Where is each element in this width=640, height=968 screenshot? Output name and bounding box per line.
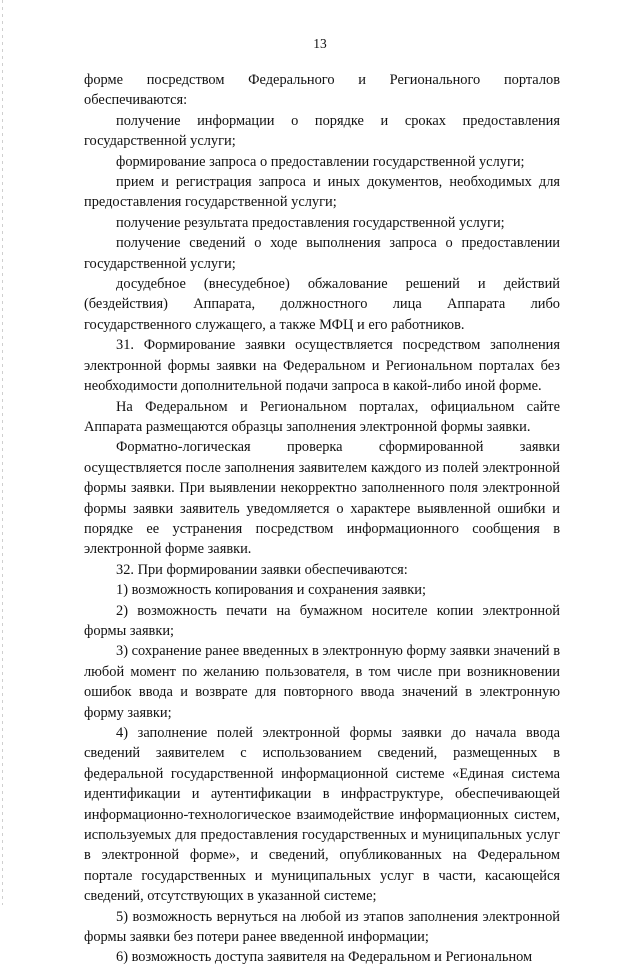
paragraph: досудебное (внесудебное) обжалование решений и действий (бездействия) Аппарата, должностного лица Аппарата либо государственного служащего, а также МФЦ и его работников.	[84, 276, 560, 333]
document-body	[84, 70, 560, 968]
paragraph: прием и регистрация запроса и иных документов, необходимых для предоставления государственной услуги;	[84, 174, 560, 211]
paragraph: 2) возможность печати на бумажном носителе копии электронной формы заявки;	[84, 602, 560, 639]
paragraph: 4) заполнение полей электронной формы заявки до начала ввода сведений заявителем с использованием сведений, размещенных в федеральной государственной информационной системе «Единая система идентификации и аутентификации в инфраструктуре, обеспечивающей информационно-технологическое взаимодействие информационных систем, используемых для предоставления государственных и муниципальных услуг в электронной форме», и сведений, опубликованных на Федеральном портале государственных и муниципальных услуг в части, касающейся сведений, отсутствующих в указанной системе;	[84, 725, 560, 905]
page-number: 13	[313, 36, 327, 51]
paragraph: 3) сохранение ранее введенных в электронную форму заявки значений в любой момент по желанию пользователя, в том числе при возникновении ошибок ввода и возврате для повторного ввода значений в электронную форму заявки;	[84, 643, 560, 721]
paragraph: получение сведений о ходе выполнения запроса о предоставлении государственной услуги;	[84, 235, 560, 272]
paragraph: 5) возможность вернуться на любой из этапов заполнения электронной формы заявки без потери ранее введенной информации;	[84, 908, 560, 946]
paragraph: формирование запроса о предоставлении государственной услуги;	[116, 153, 525, 170]
paragraph: форме посредством Федерального и Регионального порталов обеспечиваются:	[84, 72, 560, 109]
paragraph: получение результата предоставления государственной услуги;	[116, 214, 505, 231]
paragraph: 32. При формировании заявки обеспечиваются:	[116, 561, 408, 578]
paragraph: 1) возможность копирования и сохранения заявки;	[116, 582, 426, 599]
paragraph: 6) возможность доступа заявителя на Федеральном и Региональном	[116, 949, 533, 966]
paragraph: получение информации о порядке и сроках предоставления государственной услуги;	[84, 112, 560, 150]
paragraph: Форматно-логическая проверка сформированной заявки осуществляется после заполнения заявителем каждого из полей электронной формы заявки. При выявлении некорректно заполненного поля электронной формы заявки заявитель уведомляется о характере выявленной ошибки и порядке ее устранения посредством информационного сообщения в электронной форме заявки.	[84, 439, 560, 558]
scan-edge	[2, 0, 3, 905]
paragraph: 31. Формирование заявки осуществляется посредством заполнения электронной формы заявки на Федеральном и Региональном порталах без необходимости дополнительной подачи запроса в какой-либо иной форме.	[84, 337, 560, 395]
paragraph: На Федеральном и Региональном порталах, официальном сайте Аппарата размещаются образцы заполнения электронной формы заявки.	[84, 398, 560, 435]
